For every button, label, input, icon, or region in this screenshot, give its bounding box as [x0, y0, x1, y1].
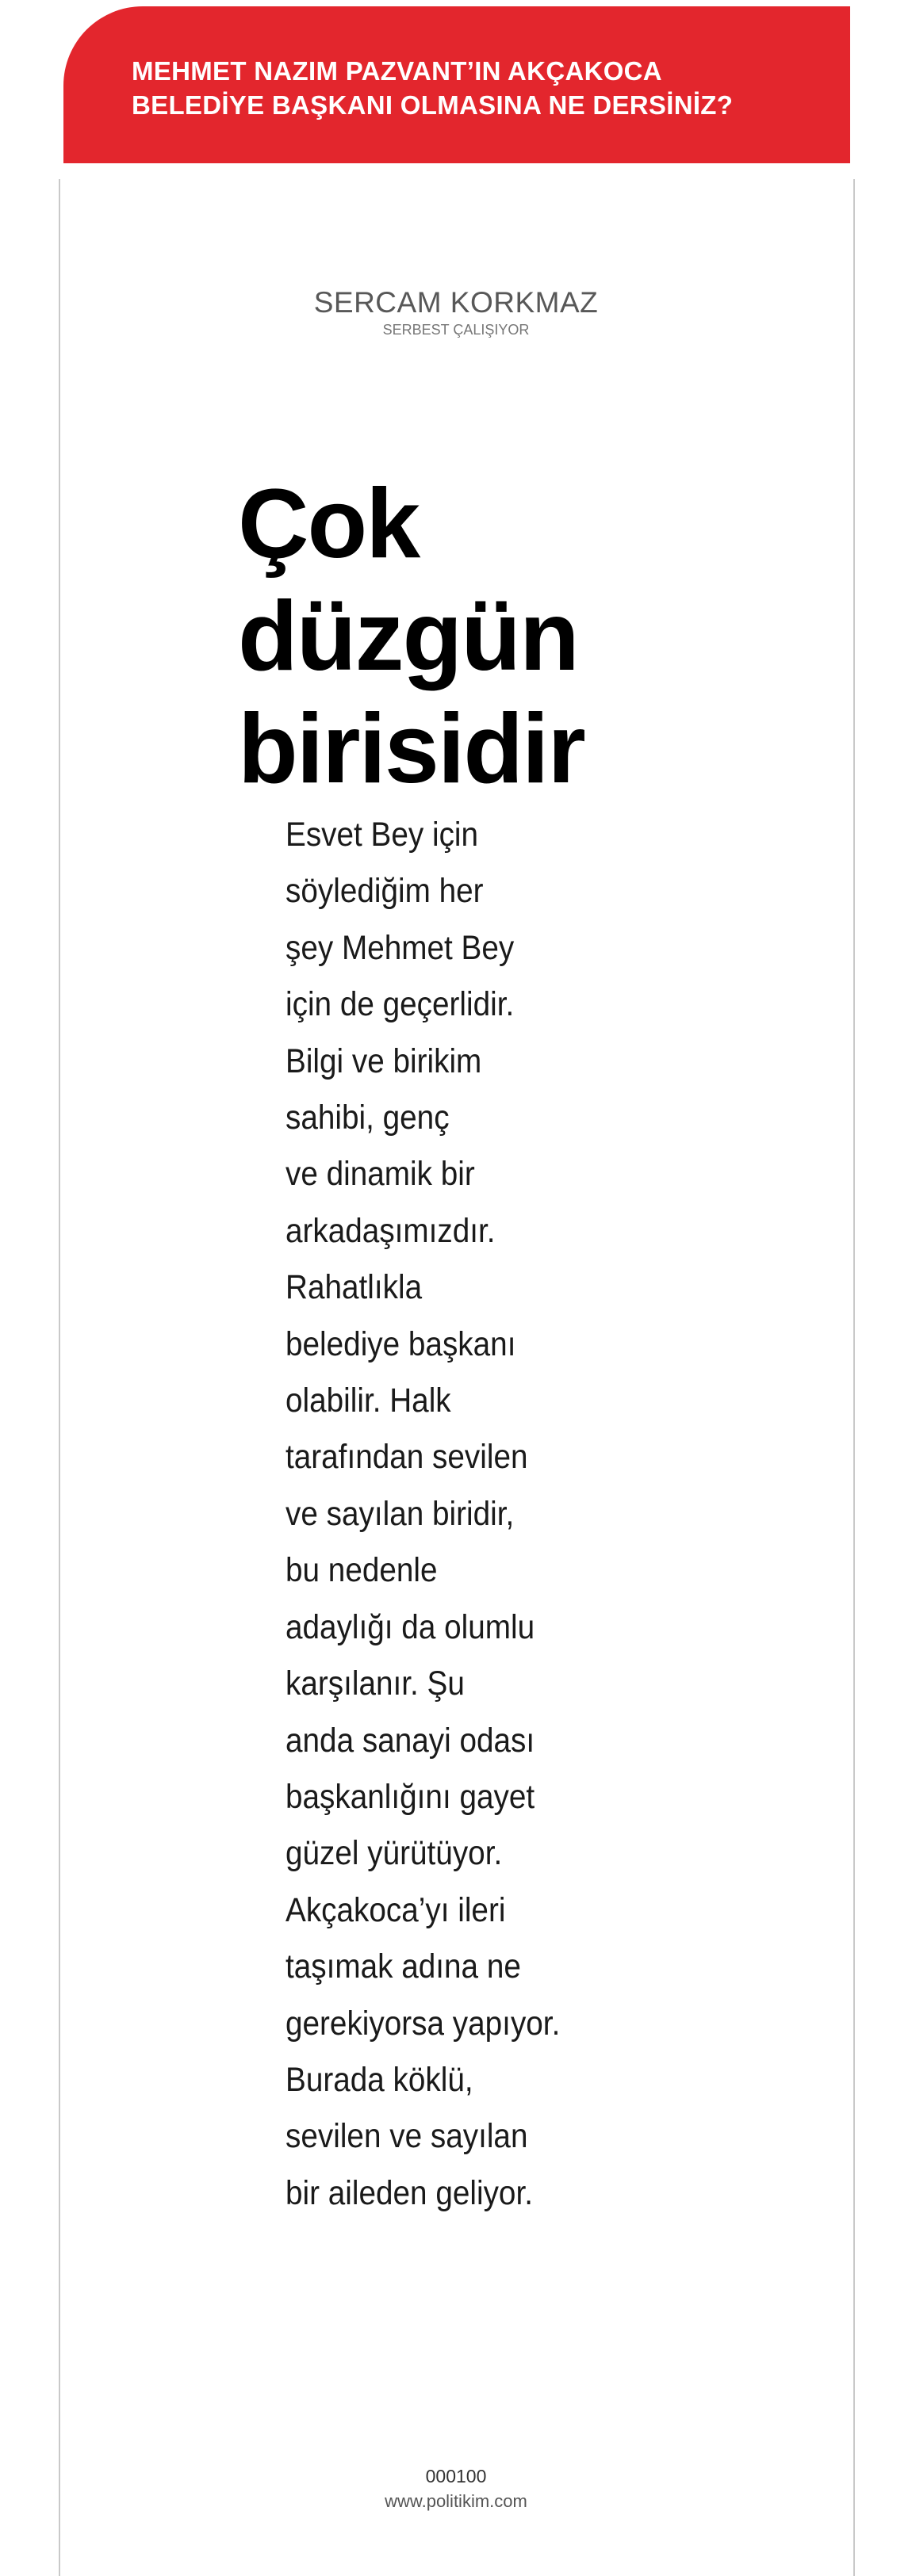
body-line: güzel yürütüyor.	[285, 1834, 503, 1873]
body-line: şey Mehmet Bey	[285, 928, 515, 967]
headline-line: birisidir	[238, 694, 584, 804]
body-line: için de geçerlidir.	[285, 985, 515, 1024]
body-line: bir aileden geliyor.	[285, 2173, 533, 2212]
answer-body	[285, 807, 657, 2222]
author-name: SERCAM KORKMAZ	[313, 286, 599, 319]
body-line: başkanlığını gayet	[285, 1777, 535, 1816]
author-block	[0, 285, 912, 339]
answer-headline	[238, 468, 682, 805]
site-url: www.politikim.com	[385, 2491, 527, 2511]
left-frame-divider	[59, 179, 60, 2576]
body-line: ve sayılan biridir,	[285, 1494, 515, 1533]
right-frame-divider	[853, 179, 855, 2576]
headline-line: Çok	[238, 469, 420, 579]
body-line: arkadaşımızdır.	[285, 1211, 496, 1250]
headline-line: düzgün	[238, 582, 578, 691]
page-footer	[0, 2463, 912, 2514]
body-line: tarafından sevilen	[285, 1438, 528, 1477]
body-line: Burada köklü,	[285, 2060, 473, 2099]
body-line: Rahatlıkla	[285, 1268, 423, 1307]
body-line: belediye başkanı	[285, 1324, 516, 1363]
body-line: anda sanayi odası	[285, 1721, 535, 1760]
question-banner	[63, 6, 850, 163]
body-line: olabilir. Halk	[285, 1382, 451, 1420]
body-line: ve dinamik bir	[285, 1155, 475, 1194]
question-line-1: MEHMET NAZIM PAZVANT’IN AKÇAKOCA	[132, 56, 662, 86]
body-line: Akçakoca’yı ileri	[285, 1890, 506, 1929]
body-line: adaylığı da olumlu	[285, 1607, 535, 1646]
author-occupation: SERBEST ÇALIŞIYOR	[382, 322, 530, 338]
question-line-2: BELEDİYE BAŞKANI OLMASINA NE DERSİNİZ?	[132, 90, 734, 120]
body-line: karşılanır. Şu	[285, 1664, 465, 1703]
body-line: söylediğim her	[285, 872, 484, 911]
body-line: bu nedenle	[285, 1551, 438, 1590]
body-line: sevilen ve sayılan	[285, 2117, 528, 2156]
page-code: 000100	[425, 2466, 487, 2486]
body-line: taşımak adına ne	[285, 1947, 521, 1986]
body-line: sahibi, genç	[285, 1099, 450, 1137]
body-line: Esvet Bey için	[285, 816, 479, 854]
body-line: Bilgi ve birikim	[285, 1041, 482, 1080]
body-line: gerekiyorsa yapıyor.	[285, 2004, 561, 2043]
